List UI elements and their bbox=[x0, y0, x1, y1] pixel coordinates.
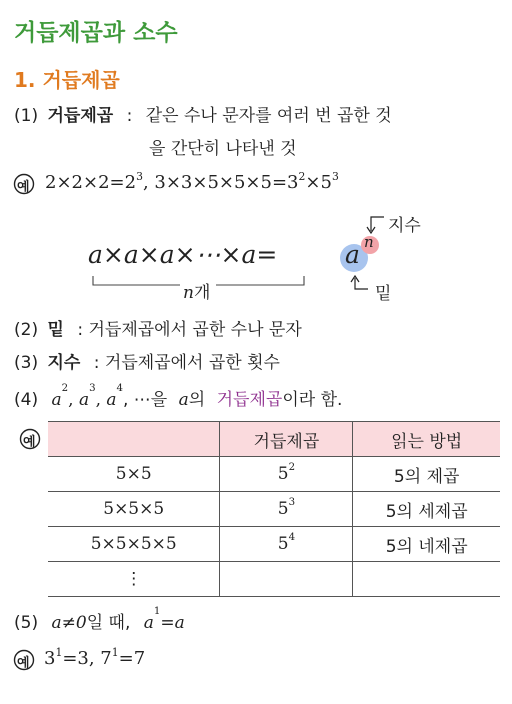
definition: : 거듭제곱에서 곱한 수나 문자 bbox=[77, 320, 302, 340]
item-number: (3) bbox=[14, 353, 39, 373]
reading-cell bbox=[353, 562, 500, 597]
power-base: a bbox=[345, 240, 360, 269]
item-2 bbox=[14, 315, 302, 340]
item-number: (1) bbox=[14, 106, 39, 126]
table-row bbox=[48, 562, 500, 597]
table-row bbox=[48, 492, 500, 527]
highlighted-term: 거듭제곱 bbox=[216, 390, 283, 410]
item-number: (4) bbox=[14, 390, 39, 410]
base-label: 밑 bbox=[375, 284, 392, 304]
example-2: $3^1=3$, $7^1=7$ bbox=[44, 646, 146, 669]
page-title: 거듭제곱과 소수 bbox=[14, 20, 178, 46]
section-heading: 1. 거듭제곱 bbox=[14, 68, 120, 92]
definition-line-2: 을 간단히 나타낸 것 bbox=[149, 139, 297, 159]
table-row bbox=[48, 527, 500, 562]
power-expression: a×a×a×⋯×a= bbox=[88, 240, 278, 269]
example-badge bbox=[19, 428, 41, 454]
expression-cell: 5×5×5×5 bbox=[48, 527, 220, 562]
power-cell bbox=[220, 562, 353, 597]
header-cell: 거듭제곱 bbox=[220, 422, 353, 457]
item-number: (5) bbox=[14, 613, 39, 633]
term-base: 밑 bbox=[47, 320, 64, 340]
power-cell: $5^3$ bbox=[220, 492, 353, 527]
reading-cell: 5의 네제곱 bbox=[353, 527, 500, 562]
item-4: (4) $a^2$, $a^3$, $a^4$, ⋯을 a의 거듭제곱이라 함. bbox=[14, 383, 343, 410]
term-power: 거듭제곱 bbox=[47, 106, 114, 126]
power-exponent: n bbox=[364, 233, 374, 251]
count-label: n개 bbox=[183, 283, 211, 303]
example-badge-label: 예 bbox=[17, 180, 30, 195]
item-3 bbox=[14, 348, 280, 373]
example-badge-label: 예 bbox=[23, 435, 36, 450]
colon: : bbox=[126, 106, 133, 126]
definition: : 거듭제곱에서 곱한 횟수 bbox=[93, 353, 280, 373]
power-cell: $5^4$ bbox=[220, 527, 353, 562]
term-exponent: 지수 bbox=[47, 353, 81, 373]
table-row bbox=[48, 457, 500, 492]
expression-cell: 5×5×5 bbox=[48, 492, 220, 527]
reading-cell: 5의 제곱 bbox=[353, 457, 500, 492]
exponent-label: 지수 bbox=[388, 216, 421, 236]
header-cell bbox=[48, 422, 220, 457]
powers-table bbox=[48, 421, 500, 597]
example-badge bbox=[13, 649, 35, 675]
expression-cell: ⋮ bbox=[48, 562, 220, 597]
reading-cell: 5의 세제곱 bbox=[353, 492, 500, 527]
expression-cell: 5×5 bbox=[48, 457, 220, 492]
example-badge-label: 예 bbox=[17, 656, 30, 671]
header-cell: 읽는 방법 bbox=[353, 422, 500, 457]
example-badge bbox=[13, 173, 35, 199]
item-1 bbox=[14, 101, 392, 126]
item-number: (2) bbox=[14, 320, 39, 340]
example-1: $2\times 2\times 2=2^3$, $3\times 3\times 5\times 5\times 5=3^2\times 5^3$ bbox=[45, 170, 339, 193]
power-cell: $5^2$ bbox=[220, 457, 353, 492]
item-5: (5) a≠0일 때, $a^1=a$ bbox=[14, 606, 185, 633]
table-header-row bbox=[48, 422, 500, 457]
definition-line-1: 같은 수나 문자를 여러 번 곱한 것 bbox=[145, 106, 392, 126]
